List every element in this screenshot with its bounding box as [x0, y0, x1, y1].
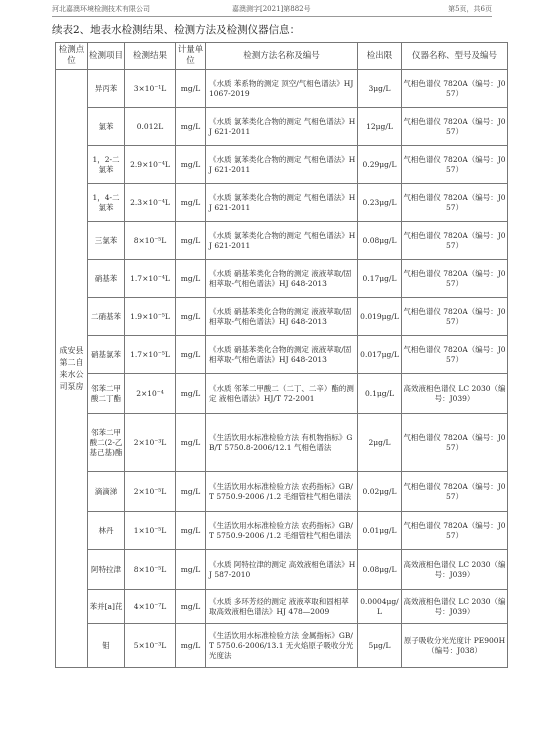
instrument-cell: 气相色谱仪 7820A（编号：J057）	[402, 472, 508, 512]
item-cell: 异丙苯	[88, 70, 125, 108]
method-cell: 《水质 氯苯类化合物的测定 气相色谱法》HJ 621-2011	[206, 184, 358, 222]
unit-cell: mg/L	[176, 222, 206, 260]
col-header-item: 检测项目	[88, 43, 125, 70]
instrument-cell: 气相色谱仪 7820A（编号：J057）	[402, 414, 508, 472]
instrument-cell: 高效液相色谱仪 LC 2030（编号：J039）	[402, 550, 508, 590]
method-cell: 《水质 氯苯类化合物的测定 气相色谱法》HJ 621-2011	[206, 108, 358, 146]
unit-cell: mg/L	[176, 108, 206, 146]
table-row	[56, 222, 508, 260]
limit-cell: 0.23μg/L	[358, 184, 402, 222]
limit-cell: 0.02μg/L	[358, 472, 402, 512]
unit-cell: mg/L	[176, 590, 206, 624]
results-table	[55, 42, 508, 668]
method-cell: 《水质 邻苯二甲酸二（二丁、二辛）酯的测定 液相色谱法》HJ/T 72-2001	[206, 374, 358, 414]
item-cell: 1，2-二氯苯	[88, 146, 125, 184]
item-cell: 钼	[88, 624, 125, 668]
col-header-unit: 计量单位	[176, 43, 206, 70]
table-row	[56, 624, 508, 668]
table-row	[56, 550, 508, 590]
instrument-cell: 气相色谱仪 7820A（编号：J057）	[402, 222, 508, 260]
unit-cell: mg/L	[176, 550, 206, 590]
method-cell: 《水质 阿特拉津的测定 高效液相色谱法》HJ 587-2010	[206, 550, 358, 590]
method-cell: 《水质 硝基苯类化合物的测定 液液萃取/固相萃取-气相色谱法》HJ 648-2013	[206, 336, 358, 374]
unit-cell: mg/L	[176, 260, 206, 298]
method-cell: 《水质 氯苯类化合物的测定 气相色谱法》HJ 621-2011	[206, 146, 358, 184]
instrument-cell: 气相色谱仪 7820A（编号：J057）	[402, 108, 508, 146]
page-header	[52, 2, 492, 17]
unit-cell: mg/L	[176, 472, 206, 512]
col-header-method: 检测方法名称及编号	[206, 43, 358, 70]
col-header-site: 检测点位	[56, 43, 88, 70]
limit-cell: 0.019μg/L	[358, 298, 402, 336]
limit-cell: 0.1μg/L	[358, 374, 402, 414]
item-cell: 邻苯二甲酸二丁酯	[88, 374, 125, 414]
limit-cell: 3μg/L	[358, 70, 402, 108]
table-header-row	[56, 43, 508, 70]
table-row	[56, 70, 508, 108]
table-row	[56, 146, 508, 184]
result-cell: 2×10⁻³L	[125, 414, 176, 472]
item-cell: 苯并[a]芘	[88, 590, 125, 624]
instrument-cell: 气相色谱仪 7820A（编号：J057）	[402, 184, 508, 222]
method-cell: 《生活饮用水标准检验方法 农药指标》GB/T 5750.9-2006 /1.2 毛细管柱气相色谱法	[206, 512, 358, 550]
method-cell: 《生活饮用水标准检验方法 有机物指标》GB/T 5750.8-2006/12.1 气相色谱法	[206, 414, 358, 472]
limit-cell: 0.017μg/L	[358, 336, 402, 374]
table-row	[56, 184, 508, 222]
table-row	[56, 298, 508, 336]
limit-cell: 0.08μg/L	[358, 222, 402, 260]
unit-cell: mg/L	[176, 146, 206, 184]
limit-cell: 0.0004μg/L	[358, 590, 402, 624]
result-cell: 2.3×10⁻⁴L	[125, 184, 176, 222]
unit-cell: mg/L	[176, 624, 206, 668]
result-cell: 2×10⁻⁴	[125, 374, 176, 414]
header-page: 第5页，共6页	[448, 5, 492, 13]
instrument-cell: 高效液相色谱仪 LC 2030（编号：J039）	[402, 590, 508, 624]
limit-cell: 0.08μg/L	[358, 550, 402, 590]
instrument-cell: 气相色谱仪 7820A（编号：J057）	[402, 298, 508, 336]
instrument-cell: 高效液相色谱仪 LC 2030（编号：J039）	[402, 374, 508, 414]
header-report-no: 嘉澳测字[2021]第882号	[232, 5, 311, 13]
result-cell: 8×10⁻⁵L	[125, 550, 176, 590]
limit-cell: 5μg/L	[358, 624, 402, 668]
unit-cell: mg/L	[176, 70, 206, 108]
method-cell: 《生活饮用水标准检验方法 金属指标》GB/T 5750.6-2006/13.1 无火焰原子吸收分光光度法	[206, 624, 358, 668]
table-row	[56, 414, 508, 472]
method-cell: 《生活饮用水标准检验方法 农药指标》GB/T 5750.9-2006 /1.2 毛细管柱气相色谱法	[206, 472, 358, 512]
unit-cell: mg/L	[176, 184, 206, 222]
instrument-cell: 气相色谱仪 7820A（编号：J057）	[402, 70, 508, 108]
result-cell: 8×10⁻⁵L	[125, 222, 176, 260]
item-cell: 阿特拉津	[88, 550, 125, 590]
limit-cell: 12μg/L	[358, 108, 402, 146]
item-cell: 硝基氯苯	[88, 336, 125, 374]
table-row	[56, 336, 508, 374]
result-cell: 1.7×10⁻⁵L	[125, 336, 176, 374]
limit-cell: 0.17μg/L	[358, 260, 402, 298]
item-cell: 林丹	[88, 512, 125, 550]
unit-cell: mg/L	[176, 414, 206, 472]
instrument-cell: 原子吸收分光光度计 PE900H（编号：J038）	[402, 624, 508, 668]
item-cell: 三氯苯	[88, 222, 125, 260]
result-cell: 4×10⁻⁷L	[125, 590, 176, 624]
method-cell: 《水质 氯苯类化合物的测定 气相色谱法》HJ 621-2011	[206, 222, 358, 260]
unit-cell: mg/L	[176, 336, 206, 374]
table-row	[56, 374, 508, 414]
method-cell: 《水质 硝基苯类化合物的测定 液液萃取/固相萃取-气相色谱法》HJ 648-2013	[206, 260, 358, 298]
table-row	[56, 512, 508, 550]
instrument-cell: 气相色谱仪 7820A（编号：J057）	[402, 512, 508, 550]
unit-cell: mg/L	[176, 298, 206, 336]
limit-cell: 2μg/L	[358, 414, 402, 472]
table-row	[56, 472, 508, 512]
table-row	[56, 260, 508, 298]
header-company: 河北嘉澳环境检测技术有限公司	[52, 5, 150, 13]
instrument-cell: 气相色谱仪 7820A（编号：J057）	[402, 146, 508, 184]
item-cell: 滴滴涕	[88, 472, 125, 512]
method-cell: 《水质 多环芳烃的测定 液液萃取和固相萃取高效液相色谱法》HJ 478—2009	[206, 590, 358, 624]
table-caption: 续表2、地表水检测结果、检测方法及检测仪器信息：	[52, 24, 301, 36]
item-cell: 氯苯	[88, 108, 125, 146]
item-cell: 1，4-二氯苯	[88, 184, 125, 222]
item-cell: 硝基苯	[88, 260, 125, 298]
result-cell: 3×10⁻¹L	[125, 70, 176, 108]
method-cell: 《水质 硝基苯类化合物的测定 液液萃取/固相萃取-气相色谱法》HJ 648-2013	[206, 298, 358, 336]
col-header-limit: 检出限	[358, 43, 402, 70]
result-cell: 1.9×10⁻⁵L	[125, 298, 176, 336]
table-row	[56, 108, 508, 146]
unit-cell: mg/L	[176, 374, 206, 414]
instrument-cell: 气相色谱仪 7820A（编号：J057）	[402, 336, 508, 374]
method-cell: 《水质 苯系物的测定 顶空/气相色谱法》HJ 1067-2019	[206, 70, 358, 108]
result-cell: 1×10⁻⁵L	[125, 512, 176, 550]
result-cell: 1.7×10⁻⁴L	[125, 260, 176, 298]
item-cell: 二硝基苯	[88, 298, 125, 336]
site-cell: 成安县第二自来水公司泵房	[56, 70, 88, 668]
limit-cell: 0.29μg/L	[358, 146, 402, 184]
result-cell: 0.012L	[125, 108, 176, 146]
instrument-cell: 气相色谱仪 7820A（编号：J057）	[402, 260, 508, 298]
item-cell: 邻苯二甲酸二(2-乙基己基)酯	[88, 414, 125, 472]
table-row	[56, 590, 508, 624]
result-cell: 2.9×10⁻⁴L	[125, 146, 176, 184]
unit-cell: mg/L	[176, 512, 206, 550]
col-header-instrument: 仪器名称、型号及编号	[402, 43, 508, 70]
result-cell: 2×10⁻⁵L	[125, 472, 176, 512]
result-cell: 5×10⁻³L	[125, 624, 176, 668]
col-header-result: 检测结果	[125, 43, 176, 70]
limit-cell: 0.01μg/L	[358, 512, 402, 550]
